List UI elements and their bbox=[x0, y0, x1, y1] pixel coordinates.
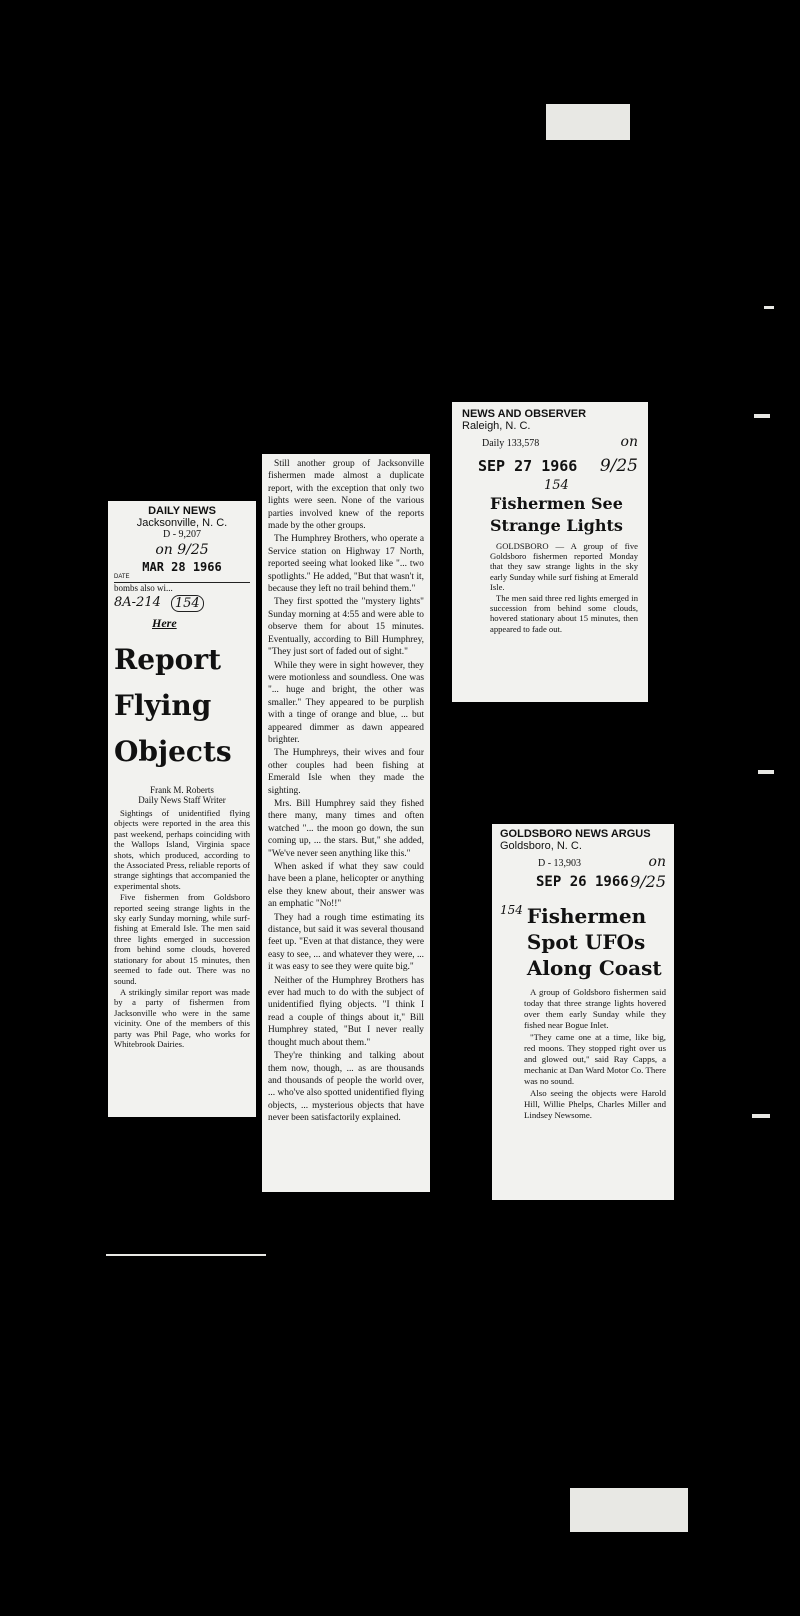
headline-line-2: Spot UFOs bbox=[526, 930, 646, 954]
clipping-continuation bbox=[262, 454, 430, 1192]
headline-line-2: Strange Lights bbox=[490, 516, 623, 535]
article-body bbox=[524, 987, 666, 1121]
paragraph: Sightings of unidentified flying objects were reported in the area this past weekend, perhaps coinciding with the Wallops Island, Virginia space shots, which produced, according to the Associated Press, reliable reports of strange sightings that accompanied the experimental shots. bbox=[114, 808, 250, 891]
headline-line-1: Report bbox=[114, 643, 222, 676]
clipping-news-and-observer bbox=[452, 402, 648, 702]
article-body bbox=[490, 541, 638, 634]
article-body bbox=[114, 808, 250, 1049]
handwritten-date: on 9/25 bbox=[155, 542, 209, 558]
circulation: D - 13,903 bbox=[538, 858, 582, 869]
headline-line-1: Fishermen bbox=[526, 904, 647, 928]
handwritten-number: 154 bbox=[500, 903, 523, 917]
clipping-goldsboro-news-argus bbox=[492, 824, 674, 1200]
paragraph: A group of Goldsboro fishermen said today that three strange lights hovered over them early Sunday while they fished near Bogue Inlet. bbox=[524, 987, 666, 1030]
paragraph: Mrs. Bill Humphrey said they fished there many, many times and often watched "... the moon go down, the sun coming up, ... the stars. But," she added, "We've never seen anything like this." bbox=[268, 798, 424, 859]
binder-mark-2 bbox=[754, 414, 770, 418]
headline-line-3: Objects bbox=[114, 735, 232, 768]
clipping-daily-news bbox=[108, 501, 256, 1117]
newspaper-name: NEWS AND OBSERVER bbox=[462, 408, 587, 420]
handwritten-number: 154 bbox=[171, 595, 204, 612]
paragraph: When asked if what they saw could have been a plane, helicopter or anything else they knew about, their answer was an emphatic "No!!" bbox=[268, 862, 424, 910]
paragraph: Also seeing the objects were Harold Hill, Willie Phelps, Charles Miller and Lindsey Newsome. bbox=[524, 1088, 666, 1120]
paragraph: They're thinking and talking about them now, though, ... as are thousands and thousands of people the world over, ... who've also spotted unidentified flying objects, ... mysterious objects that have never been satisfactorily explained. bbox=[268, 1051, 424, 1124]
headline-line-2: Flying bbox=[114, 689, 212, 722]
paragraph: They had a rough time estimating its distance, but said it was several thousand feet up. "Even at that distance, they were easy to see, ... and whatever they were, ... it was easy to see they were quite big." bbox=[268, 912, 424, 973]
article-body bbox=[268, 458, 424, 1125]
paragraph: Five fishermen from Goldsboro reported seeing strange lights in the sky early Sunday morning, while surf-fishing at Emerald Isle. The men said three lights emerged in succession from behind some clouds, hovered stationary for about 15 minutes, then seemed to fade out. There was no sound. bbox=[114, 892, 250, 986]
byline: Frank M. Roberts bbox=[150, 785, 214, 795]
date-label: DATE bbox=[114, 574, 130, 580]
kicker: Here bbox=[152, 616, 177, 630]
date-stamp: SEP 26 1966 bbox=[536, 873, 629, 890]
newspaper-place: Jacksonville, N. C. bbox=[136, 517, 228, 529]
headline-line-1: Fishermen See bbox=[490, 494, 623, 513]
handwritten-number: 154 bbox=[544, 478, 569, 493]
paragraph: A strikingly similar report was made by a party of fishermen from Jacksonville who were in the same vicinity. One of the members of this party was Phil Page, who works for Whitebrook Dairies. bbox=[114, 986, 250, 1049]
handwritten-on: on bbox=[620, 434, 638, 450]
headline bbox=[114, 637, 250, 775]
newspaper-place: Raleigh, N. C. bbox=[462, 420, 531, 432]
headline-line-3: Along Coast bbox=[526, 956, 662, 980]
date-stamp: MAR 28 1966 bbox=[142, 560, 222, 574]
paragraph: The Humphreys, their wives and four other couples had been fishing at Emerald Isle when they made the sighting. bbox=[268, 748, 424, 796]
paragraph: The men said three red lights emerged in succession from behind some clouds, hovered stationary about 15 minutes, then appeared to fade out. bbox=[490, 593, 638, 634]
byline-title: Daily News Staff Writer bbox=[138, 795, 226, 805]
date-stamp: SEP 27 1966 bbox=[478, 457, 578, 475]
scan-speck-top bbox=[546, 104, 630, 140]
circulation: Daily 133,578 bbox=[482, 438, 540, 449]
binder-mark-4 bbox=[752, 1114, 770, 1118]
cut-line-text: bombs also wi... bbox=[114, 582, 250, 593]
paragraph: The Humphrey Brothers, who operate a Service station on Highway 17 North, reported seeing what looked like "... two spotlights." He added, "But that wasn't it, because they left no trail behind them." bbox=[268, 534, 424, 595]
handwritten-reference: 8A-214 bbox=[114, 595, 161, 610]
handwritten-on: on bbox=[648, 854, 666, 870]
paragraph: GOLDSBORO — A group of five Goldsboro fishermen reported Monday that they saw strange lights in the sky early Sunday while surf fishing at Emerald Isle. bbox=[490, 541, 638, 592]
handwritten-date: 9/25 bbox=[599, 456, 638, 476]
newspaper-name: DAILY NEWS bbox=[148, 505, 216, 517]
paragraph: They first spotted the "mystery lights" Sunday morning at 4:55 and were able to observe them for about 15 minutes. Eventually, according to Bill Humphrey, "They just sort of faded out of sight." bbox=[268, 597, 424, 658]
headline bbox=[527, 903, 662, 981]
paragraph: While they were in sight however, they were motionless and soundless. One was "... huge and bright, the other was smaller." They appeared to be purplish with a tinge of orange and blue, ... but appeared dimmer as dawn appeared brighter. bbox=[268, 660, 424, 745]
paragraph: "They came one at a time, like big, red moons. They stopped right over us and glowed out," said Ray Capps, a mechanic at Dan Ward Motor Co. There was no sound. bbox=[524, 1032, 666, 1086]
scan-speck-bottom bbox=[570, 1488, 688, 1532]
newspaper-name: GOLDSBORO NEWS ARGUS bbox=[500, 828, 651, 840]
handwritten-date: 9/25 bbox=[630, 872, 666, 891]
paragraph: Still another group of Jacksonville fishermen made almost a duplicate report, with the exception that only two lights were seen. None of the various parties involved knew of the reports made by the other groups. bbox=[268, 459, 424, 532]
newspaper-place: Goldsboro, N. C. bbox=[500, 840, 582, 852]
headline bbox=[490, 493, 638, 537]
binder-mark-3 bbox=[758, 770, 774, 774]
circulation: D - 9,207 bbox=[162, 529, 202, 540]
binder-mark-1 bbox=[764, 306, 774, 309]
paragraph: Neither of the Humphrey Brothers has ever had much to do with the subject of unidentified flying objects. "I think I read a couple of things about it," Bill Humphrey stated, "But I never really thought much about them." bbox=[268, 975, 424, 1048]
binder-mark-5 bbox=[106, 1254, 266, 1256]
